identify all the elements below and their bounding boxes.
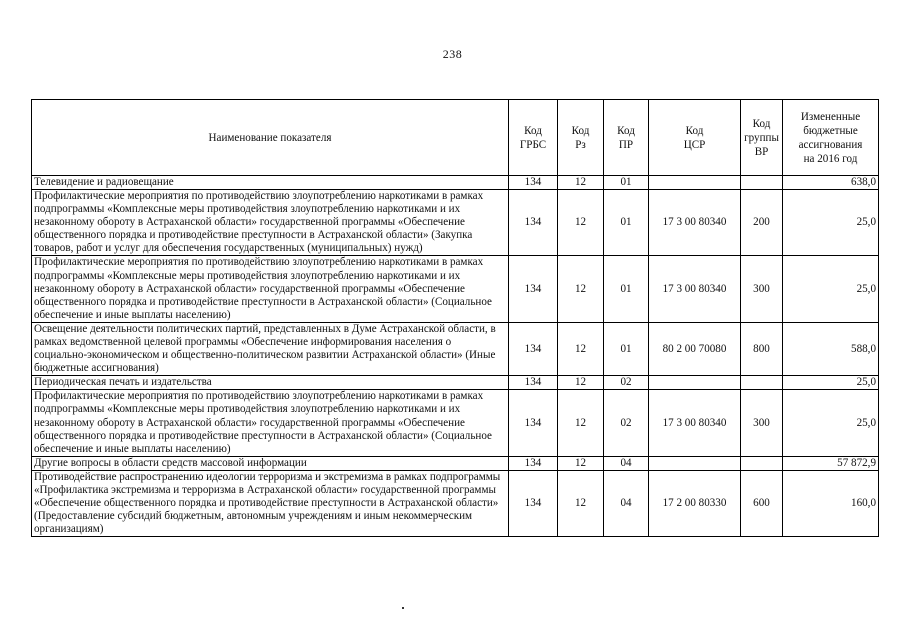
cell-name: Профилактические мероприятия по противодействию злоупотреблению наркотиками в рамках подпрограммы «Комплексные меры противодействия злоупотреблению наркотиками и их незаконному обороту в Астраханской области» государственной программы «Обеспечение общественного порядка и противодействие преступности в Астраханской области» (Социальное обеспечение и иные выплаты населению) — [32, 390, 509, 456]
cell-rz: 12 — [558, 470, 604, 536]
header-amount-line-2: бюджетные — [803, 124, 858, 137]
header-name-label: Наименование показателя — [208, 131, 332, 144]
cell-pr: 02 — [604, 376, 649, 390]
cell-pr: 01 — [604, 256, 649, 322]
header-rz-line-2: Рз — [575, 138, 586, 151]
budget-table — [31, 99, 879, 537]
cell-amount: 638,0 — [783, 176, 879, 190]
header-grbs-line-2: ГРБС — [519, 138, 547, 151]
table-row — [32, 470, 879, 536]
cell-grbs: 134 — [509, 176, 558, 190]
header-rz — [558, 100, 604, 176]
cell-grbs: 134 — [509, 390, 558, 456]
cell-csr — [649, 176, 741, 190]
header-pr-line-1: Код — [617, 124, 635, 137]
header-name — [32, 100, 509, 176]
cell-vr — [741, 376, 783, 390]
cell-grbs: 134 — [509, 190, 558, 256]
cell-rz: 12 — [558, 322, 604, 375]
cell-rz: 12 — [558, 376, 604, 390]
header-csr — [649, 100, 741, 176]
header-vr-line-3: ВР — [754, 145, 769, 158]
table-header-row — [32, 100, 879, 176]
cell-csr — [649, 376, 741, 390]
cell-amount: 160,0 — [783, 470, 879, 536]
cell-name: Профилактические мероприятия по противодействию злоупотреблению наркотиками в рамках подпрограммы «Комплексные меры противодействия злоупотреблению наркотиками и их незаконному обороту в Астраханской области» государственной программы «Обеспечение общественного порядка и противодействие преступности в Астраханской области» (Закупка товаров, работ и услуг для обеспечения государственных (муниципальных) нужд) — [32, 190, 509, 256]
header-grbs — [509, 100, 558, 176]
cell-grbs: 134 — [509, 322, 558, 375]
cell-amount: 588,0 — [783, 322, 879, 375]
cell-csr: 17 2 00 80330 — [649, 470, 741, 536]
header-amount-line-3: ассигнования — [798, 138, 863, 151]
page-number: 238 — [442, 47, 463, 61]
cell-csr: 80 2 00 70080 — [649, 322, 741, 375]
header-amount-line-1: Измененные — [800, 110, 861, 123]
cell-csr — [649, 456, 741, 470]
cell-amount: 25,0 — [783, 256, 879, 322]
cell-csr: 17 3 00 80340 — [649, 390, 741, 456]
scan-speck — [402, 607, 404, 609]
header-amount — [783, 100, 879, 176]
cell-amount: 25,0 — [783, 190, 879, 256]
cell-pr: 01 — [604, 322, 649, 375]
cell-vr: 200 — [741, 190, 783, 256]
header-vr-line-1: Код — [752, 117, 771, 130]
cell-grbs: 134 — [509, 376, 558, 390]
cell-pr: 04 — [604, 456, 649, 470]
cell-name: Профилактические мероприятия по противодействию злоупотреблению наркотиками в рамках подпрограммы «Комплексные меры противодействия злоупотреблению наркотиками и их незаконному обороту в Астраханской области» государственной программы «Обеспечение общественного порядка и противодействие преступности в Астраханской области» (Социальное обеспечение и иные выплаты населению) — [32, 256, 509, 322]
cell-vr: 300 — [741, 256, 783, 322]
cell-csr: 17 3 00 80340 — [649, 256, 741, 322]
cell-rz: 12 — [558, 256, 604, 322]
table-row — [32, 390, 879, 456]
cell-name: Периодическая печать и издательства — [32, 376, 509, 390]
cell-grbs: 134 — [509, 456, 558, 470]
cell-name: Другие вопросы в области средств массовой информации — [32, 456, 509, 470]
table-row — [32, 176, 879, 190]
header-csr-line-1: Код — [685, 124, 704, 137]
cell-pr: 01 — [604, 190, 649, 256]
table-row — [32, 456, 879, 470]
cell-rz: 12 — [558, 176, 604, 190]
header-rz-line-1: Код — [571, 124, 590, 137]
header-vr-line-2: группы — [744, 131, 779, 144]
header-pr — [604, 100, 649, 176]
cell-vr — [741, 176, 783, 190]
cell-csr: 17 3 00 80340 — [649, 190, 741, 256]
cell-grbs: 134 — [509, 470, 558, 536]
cell-rz: 12 — [558, 190, 604, 256]
cell-grbs: 134 — [509, 256, 558, 322]
table-row — [32, 256, 879, 322]
cell-amount: 25,0 — [783, 376, 879, 390]
cell-amount: 25,0 — [783, 390, 879, 456]
cell-name: Освещение деятельности политических партий, представленных в Думе Астраханской области, в рамках ведомственной целевой программы «Обеспечение информирования населения о социально-экономическом и общественно-политическом развитии Астраханской области» (Иные бюджетные ассигнования) — [32, 322, 509, 375]
cell-name: Телевидение и радиовещание — [32, 176, 509, 190]
cell-pr: 02 — [604, 390, 649, 456]
cell-vr: 600 — [741, 470, 783, 536]
cell-rz: 12 — [558, 456, 604, 470]
cell-name: Противодействие распространению идеологии терроризма и экстремизма в рамках подпрограммы «Профилактика экстремизма и терроризма в Астраханской области» государственной программы «Обеспечение общественного порядка и противодействие преступности в Астраханской области» (Предоставление субсидий бюджетным, автономным учреждениям и иным некоммерческим организациям) — [32, 470, 509, 536]
cell-vr: 300 — [741, 390, 783, 456]
table-row — [32, 190, 879, 256]
table-row — [32, 322, 879, 375]
table-row — [32, 376, 879, 390]
cell-vr: 800 — [741, 322, 783, 375]
header-csr-line-2: ЦСР — [683, 138, 706, 151]
cell-vr — [741, 456, 783, 470]
cell-pr: 04 — [604, 470, 649, 536]
cell-pr: 01 — [604, 176, 649, 190]
header-grbs-line-1: Код — [524, 124, 542, 137]
cell-rz: 12 — [558, 390, 604, 456]
header-pr-line-2: ПР — [618, 138, 634, 151]
header-vr — [741, 100, 783, 176]
cell-amount: 57 872,9 — [783, 456, 879, 470]
header-amount-line-4: на 2016 год — [803, 152, 858, 165]
